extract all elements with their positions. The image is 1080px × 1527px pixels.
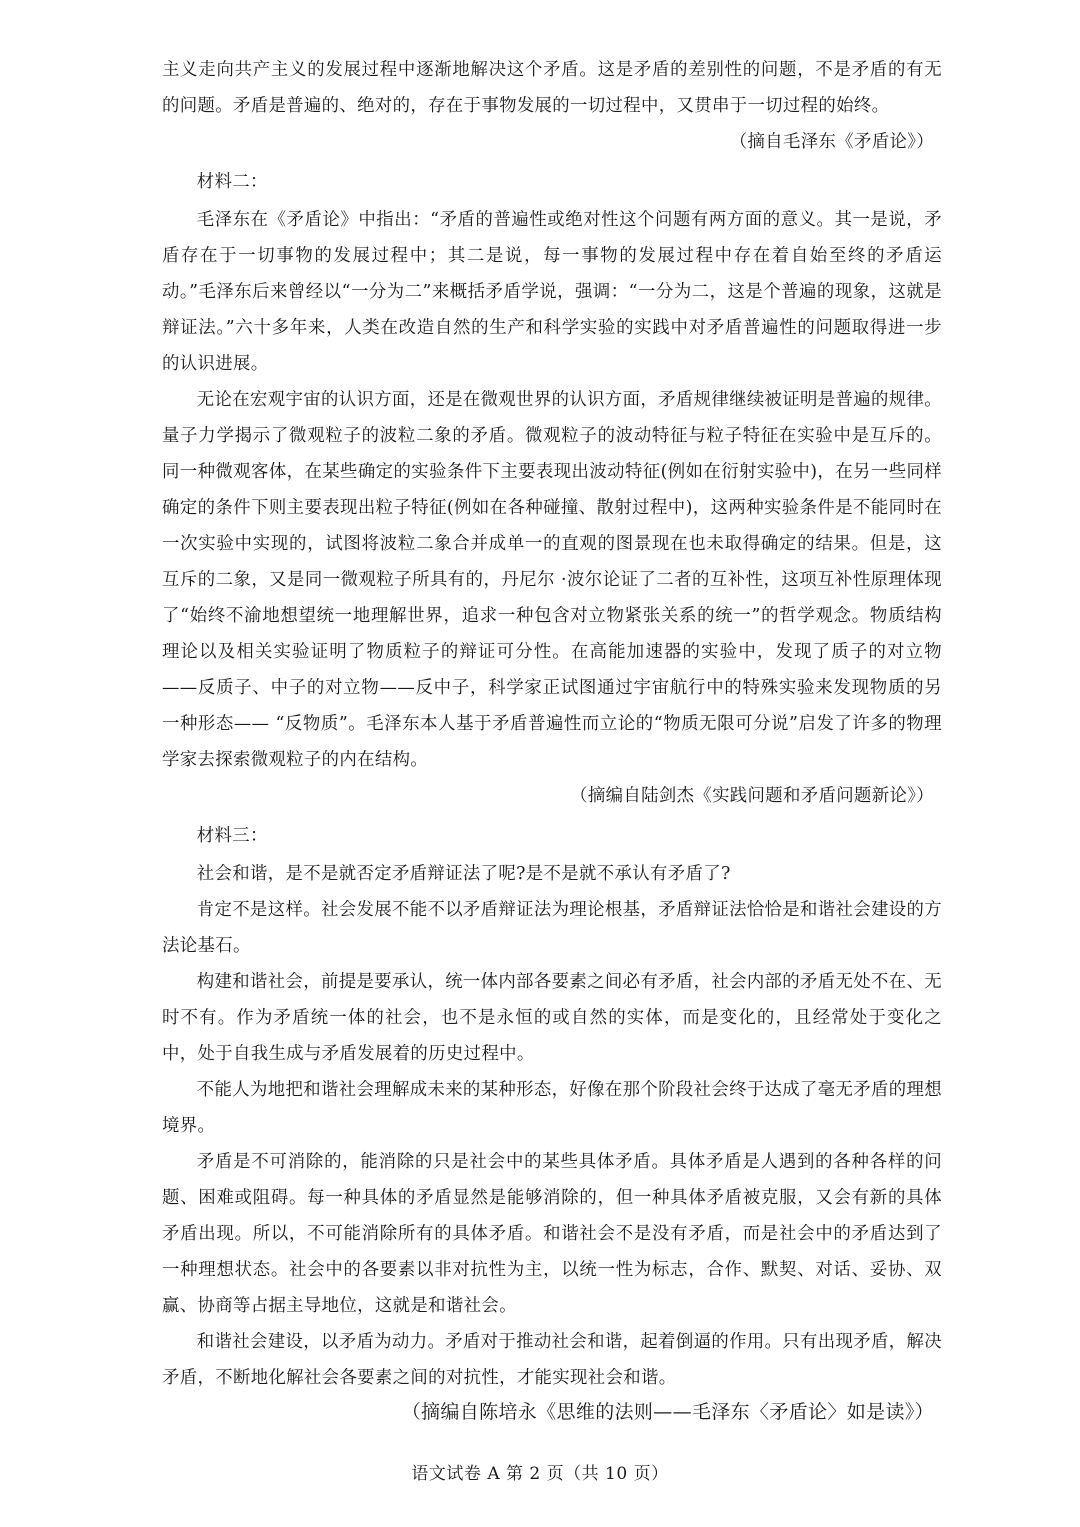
continuation-paragraph: 主义走向共产主义的发展过程中逐渐地解决这个矛盾。这是矛盾的差别性的问题，不是矛盾的有无的问题。矛盾是普遍的、绝对的，存在于事物发展的一切过程中，又贯串于一切过程的始终。 bbox=[162, 60, 942, 116]
material-2-paragraph-1: 毛泽东在《矛盾论》中指出：“矛盾的普遍性或绝对性这个问题有两方面的意义。其一是说，矛盾存在于一切事物的发展过程中；其二是说，每一事物的发展过程中存在着自始至终的矛盾运动。”毛泽东后来曾经以“一分为二”来概括矛盾学说，强调：“一分为二，这是个普遍的现象，这就是辩证法。”六十多年来，人类在改造自然的生产和科学实验的实践中对矛盾普遍性的问题取得进一步的认识进展。 bbox=[162, 210, 942, 374]
material-3-paragraph-3: 构建和谐社会，前提是要承认，统一体内部各要素之间必有矛盾，社会内部的矛盾无处不在、无时不有。作为矛盾统一体的社会，也不是永恒的或自然的实体，而是变化的，且经常处于变化之中，处于自我生成与矛盾发展着的历史过程中。 bbox=[162, 972, 942, 1064]
material-3-paragraph-5: 矛盾是不可消除的，能消除的只是社会中的某些具体矛盾。具体矛盾是人遇到的各种各样的问题、困难或阻碍。每一种具体的矛盾显然是能够消除的，但一种具体矛盾被克服，又会有新的具体矛盾出现。所以，不可能消除所有的具体矛盾。和谐社会不是没有矛盾，而是社会中的矛盾达到了一种理想状态。社会中的各要素以非对抗性为主，以统一性为标志，合作、默契、对话、妥协、双赢、协商等占据主导地位，这就是和谐社会。 bbox=[162, 1152, 942, 1316]
material-2-heading: 材料二： bbox=[196, 172, 268, 192]
page-footer: 语文试卷 A 第 2 页（共 10 页） bbox=[411, 1464, 669, 1484]
source-citation-1: （摘自毛泽东《矛盾论》） bbox=[729, 132, 934, 152]
source-citation-2: （摘编自陆剑杰《实践问题和矛盾问题新论》） bbox=[570, 786, 934, 806]
material-3-paragraph-6: 和谐社会建设，以矛盾为动力。矛盾对于推动社会和谐，起着倒逼的作用。只有出现矛盾，解决矛盾，不断地化解社会各要素之间的对抗性，才能实现社会和谐。 bbox=[162, 1332, 942, 1388]
source-citation-3: （摘编自陈培永《思维的法则——毛泽东〈矛盾论〉如是读》） bbox=[401, 1401, 934, 1423]
material-2-paragraph-2: 无论在宏观宇宙的认识方面，还是在微观世界的认识方面，矛盾规律继续被证明是普遍的规律。量子力学揭示了微观粒子的波粒二象的矛盾。微观粒子的波动特征与粒子特征在实验中是互斥的。同一种微观客体，在某些确定的实验条件下主要表现出波动特征(例如在衍射实验中)，在另一些同样确定的条件下则主要表现出粒子特征(例如在各种碰撞、散射过程中)，这两种实验条件是不能同时在一次实验中实现的，试图将波粒二象合并成单一的直观的图景现在也未取得确定的结果。但是，这互斥的二象，又是同一微观粒子所具有的，丹尼尔 ·波尔论证了二者的互补性，这项互补性原理体现了“始终不渝地想望统一地理解世界，追求一种包含对立物紧张关系的统一”的哲学观念。物质结构理论以及相关实验证明了物质粒子的辩证可分性。在高能加速器的实验中，发现了质子的对立物——反质子、中子的对立物——反中子，科学家正试图通过宇宙航行中的特殊实验来发现物质的另一种形态—— “反物质”。毛泽东本人基于矛盾普遍性而立论的“物质无限可分说”启发了许多的物理学家去探索微观粒子的内在结构。 bbox=[162, 390, 942, 770]
material-3-paragraph-4: 不能人为地把和谐社会理解成未来的某种形态，好像在那个阶段社会终于达成了毫无矛盾的理想境界。 bbox=[162, 1080, 942, 1136]
document-page bbox=[162, 52, 942, 1432]
material-3-paragraph-1: 社会和谐，是不是就否定矛盾辩证法了呢?是不是就不承认有矛盾了? bbox=[196, 864, 731, 884]
material-3-paragraph-2: 肯定不是这样。社会发展不能不以矛盾辩证法为理论根基，矛盾辩证法恰恰是和谐社会建设的方法论基石。 bbox=[162, 900, 942, 956]
material-3-heading: 材料三： bbox=[196, 826, 268, 846]
